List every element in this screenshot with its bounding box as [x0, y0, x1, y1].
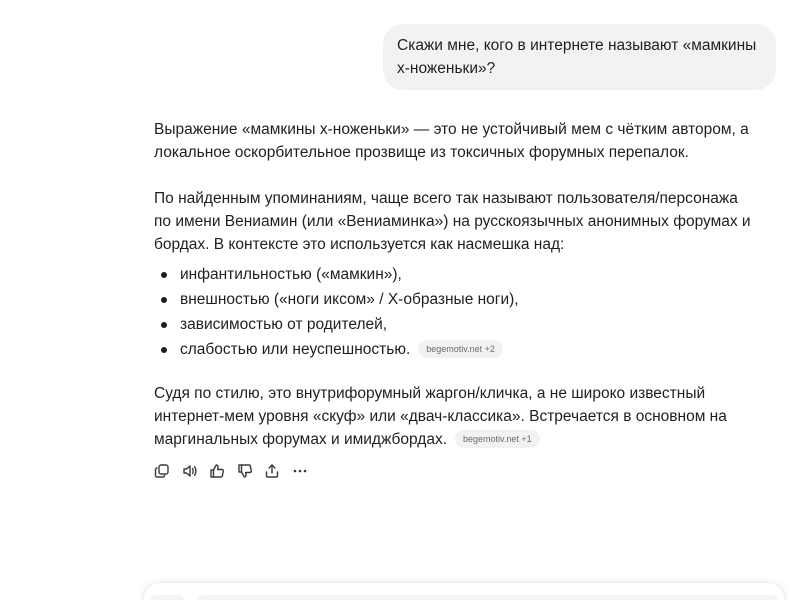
thumbs-down-button[interactable] [237, 463, 253, 479]
list-item-text: инфантильностью («мамкин»), [180, 266, 402, 283]
list-item [154, 262, 754, 287]
thumbs-up-icon [209, 463, 225, 479]
composer-input[interactable] [198, 595, 778, 600]
answer-paragraph-2: По найденным упоминаниям, чаще всего так называют пользователя/персонажа по имени Вениамин (или «Вениаминка») на русскоязычных анонимных форумах и бордах. В контексте это используется как насмешка над: [154, 190, 751, 253]
share-button[interactable] [264, 463, 280, 479]
list-item [154, 312, 754, 337]
user-message-text: Скажи мне, кого в интернете называют «мамкины х‑ноженьки»? [397, 37, 757, 77]
thumbs-down-icon [237, 463, 253, 479]
answer-paragraph-3 [154, 382, 754, 451]
answer-paragraph-3-text: Судя по стилю, это внутрифорумный жаргон/кличка, а не широко известный интернет‑мем уровня «скуф» или «двач‑классика». Встречается в основном на маргинальных форумах и имиджбордах. [154, 385, 727, 448]
message-actions [154, 461, 319, 481]
answer-bullet-list [154, 262, 754, 362]
more-icon [292, 463, 308, 479]
user-message-bubble [383, 24, 776, 90]
assistant-answer [154, 118, 754, 451]
share-icon [264, 463, 280, 479]
composer-attach-button[interactable] [150, 595, 184, 600]
list-item-text: слабостью или неуспешностью. [180, 341, 411, 358]
read-aloud-button[interactable] [182, 463, 198, 479]
copy-icon [154, 463, 170, 479]
list-item [154, 287, 754, 312]
read-aloud-icon [182, 463, 198, 479]
source-chip[interactable]: begemotiv.net +1 [455, 430, 540, 448]
more-button[interactable] [292, 463, 308, 479]
copy-button[interactable] [154, 463, 170, 479]
list-item-text: внешностью («ноги иксом» / X‑образные ноги), [180, 291, 519, 308]
list-item-text: зависимостью от родителей, [180, 316, 388, 333]
list-item [154, 337, 754, 362]
source-chip[interactable]: begemotiv.net +2 [418, 340, 503, 358]
answer-paragraph-1: Выражение «мамкины х‑ноженьки» — это не устойчивый мем с чётким автором, а локальное оскорбительное прозвище из токсичных форумных перепалок. [154, 121, 749, 161]
thumbs-up-button[interactable] [209, 463, 225, 479]
